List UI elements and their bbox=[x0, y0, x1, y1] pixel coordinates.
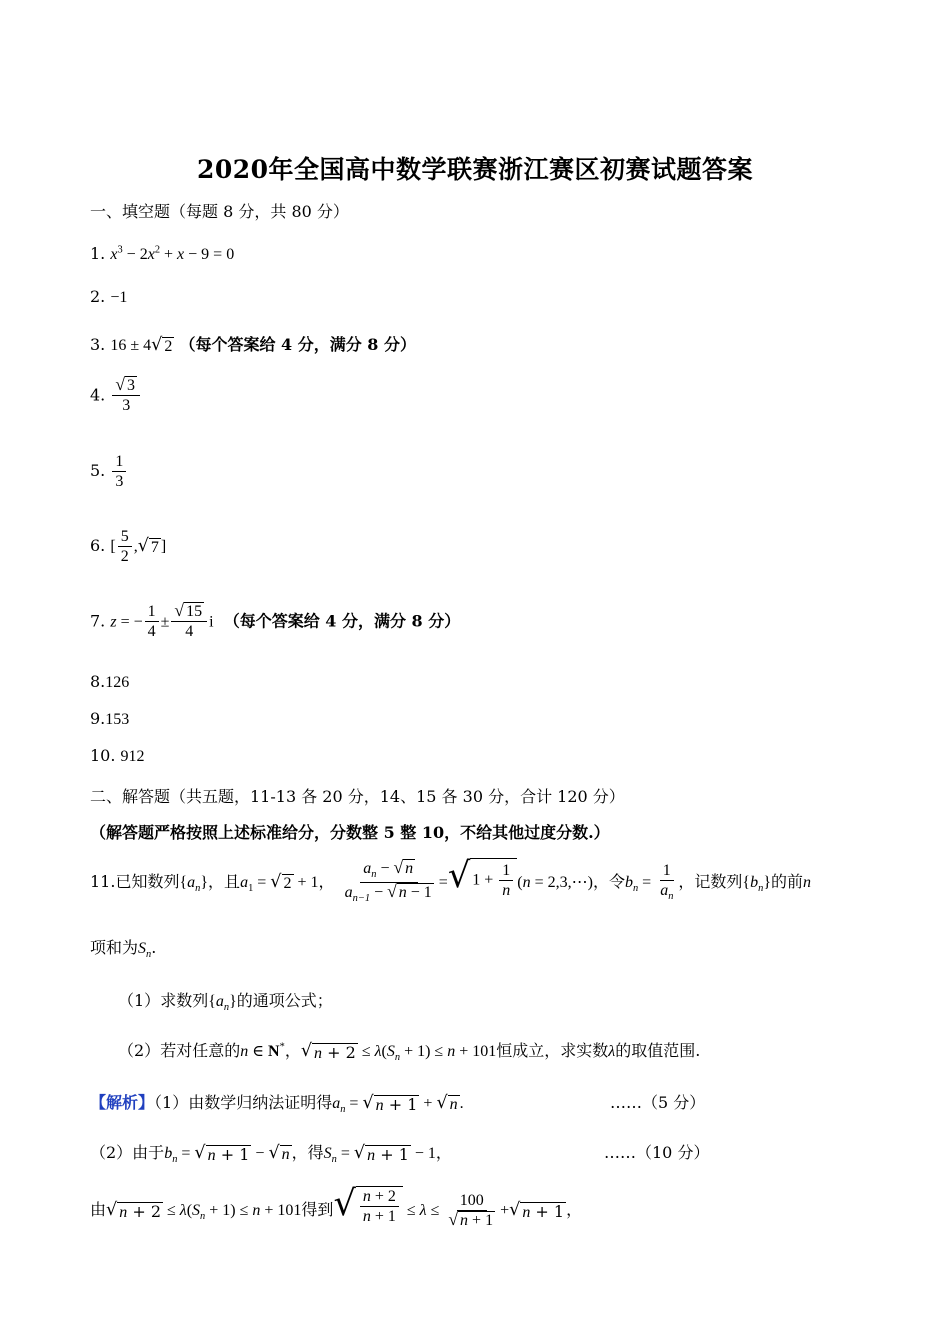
solution-line2: （2）由于$b_n$ = √ n + 1 − √ n ，得$S_n$ = √ n + 1 − 1， bbox=[90, 1143, 452, 1166]
solution-label: 【解析】 bbox=[90, 1093, 155, 1112]
solution-line1: 【解析】（1）由数学归纳法证明得$a_n$ = √ n + 1 + √ n . bbox=[90, 1093, 464, 1116]
section2-note: （解答题严格按照上述标准给分，分数整 5 整 10，不给其他过度分数.） bbox=[90, 823, 610, 842]
score-5: ……（5 分） bbox=[610, 1093, 706, 1112]
section2-heading: 二、解答题（共五题，11-13 各 20 分，14、15 各 30 分，合计 120 分） bbox=[90, 787, 625, 806]
solution-line3: 由 √ n + 2 ≤ $\lambda(S_n + 1) \le n + 101$得到 √ $\frac{n + 2}{n + 1}$ ≤ λ ≤ 100 √ n + 1 + √ n + 1 ， bbox=[90, 1183, 583, 1229]
page-title: 2020年全国高中数学联赛浙江赛区初赛试题答案 bbox=[196, 155, 754, 184]
answer-10: 10. 912 bbox=[90, 746, 145, 765]
answer-3-note: （每个答案给 4 分，满分 8 分） bbox=[179, 335, 417, 354]
answer-3: 3. 16 ± 4 √ 2 （每个答案给 4 分，满分 8 分） bbox=[90, 335, 417, 355]
answer-6: 6. [ $\frac{5}{2}$ , √ 7 ] bbox=[90, 528, 167, 566]
answer-2: 2. −1 bbox=[90, 287, 128, 306]
answer-7-note: （每个答案给 4 分，满分 8 分） bbox=[223, 611, 461, 631]
question-11-line2: 项和为$S_n$. bbox=[90, 938, 157, 961]
answer-1: 1. $x^3 - 2x^2 + x - 9 = 0$ bbox=[90, 244, 235, 263]
answer-7: 7. z = − $\frac{1}{4}$ ± √ 15 4 i （每个答案给 4 分，满分 8 分） bbox=[90, 600, 461, 641]
answer-4: 4. √ 3 3 bbox=[90, 376, 142, 416]
score-10: ……（10 分） bbox=[604, 1143, 710, 1162]
answer-8: 8.126 bbox=[90, 672, 130, 691]
question-11-part1: （1）求数列$\{a_n\}$的通项公式； bbox=[118, 991, 333, 1014]
question-11-part2: （2）若对任意的n ∈ N*， √ n + 2 ≤ $\lambda(S_n + 1) \le n + 101$恒成立，求实数λ的取值范围. bbox=[118, 1041, 701, 1064]
question-11: 11.已知数列$\{a_n\}$，且$a_1$ = √ 2 + 1， $a_n$ − √ n $a_{n-1}$ − √ n − 1 = √ 1 + $\frac{1}{n}$ (n = 2,3,⋯)，令$b_n$ = $\frac{1}{a_n}$ ，记数列$\{b_n\}$的前n bbox=[90, 855, 812, 905]
answer-9: 9.153 bbox=[90, 709, 130, 728]
answer-5: 5. $\frac{1}{3}$ bbox=[90, 452, 128, 491]
section1-heading: 一、填空题（每题 8 分，共 80 分） bbox=[90, 202, 349, 221]
